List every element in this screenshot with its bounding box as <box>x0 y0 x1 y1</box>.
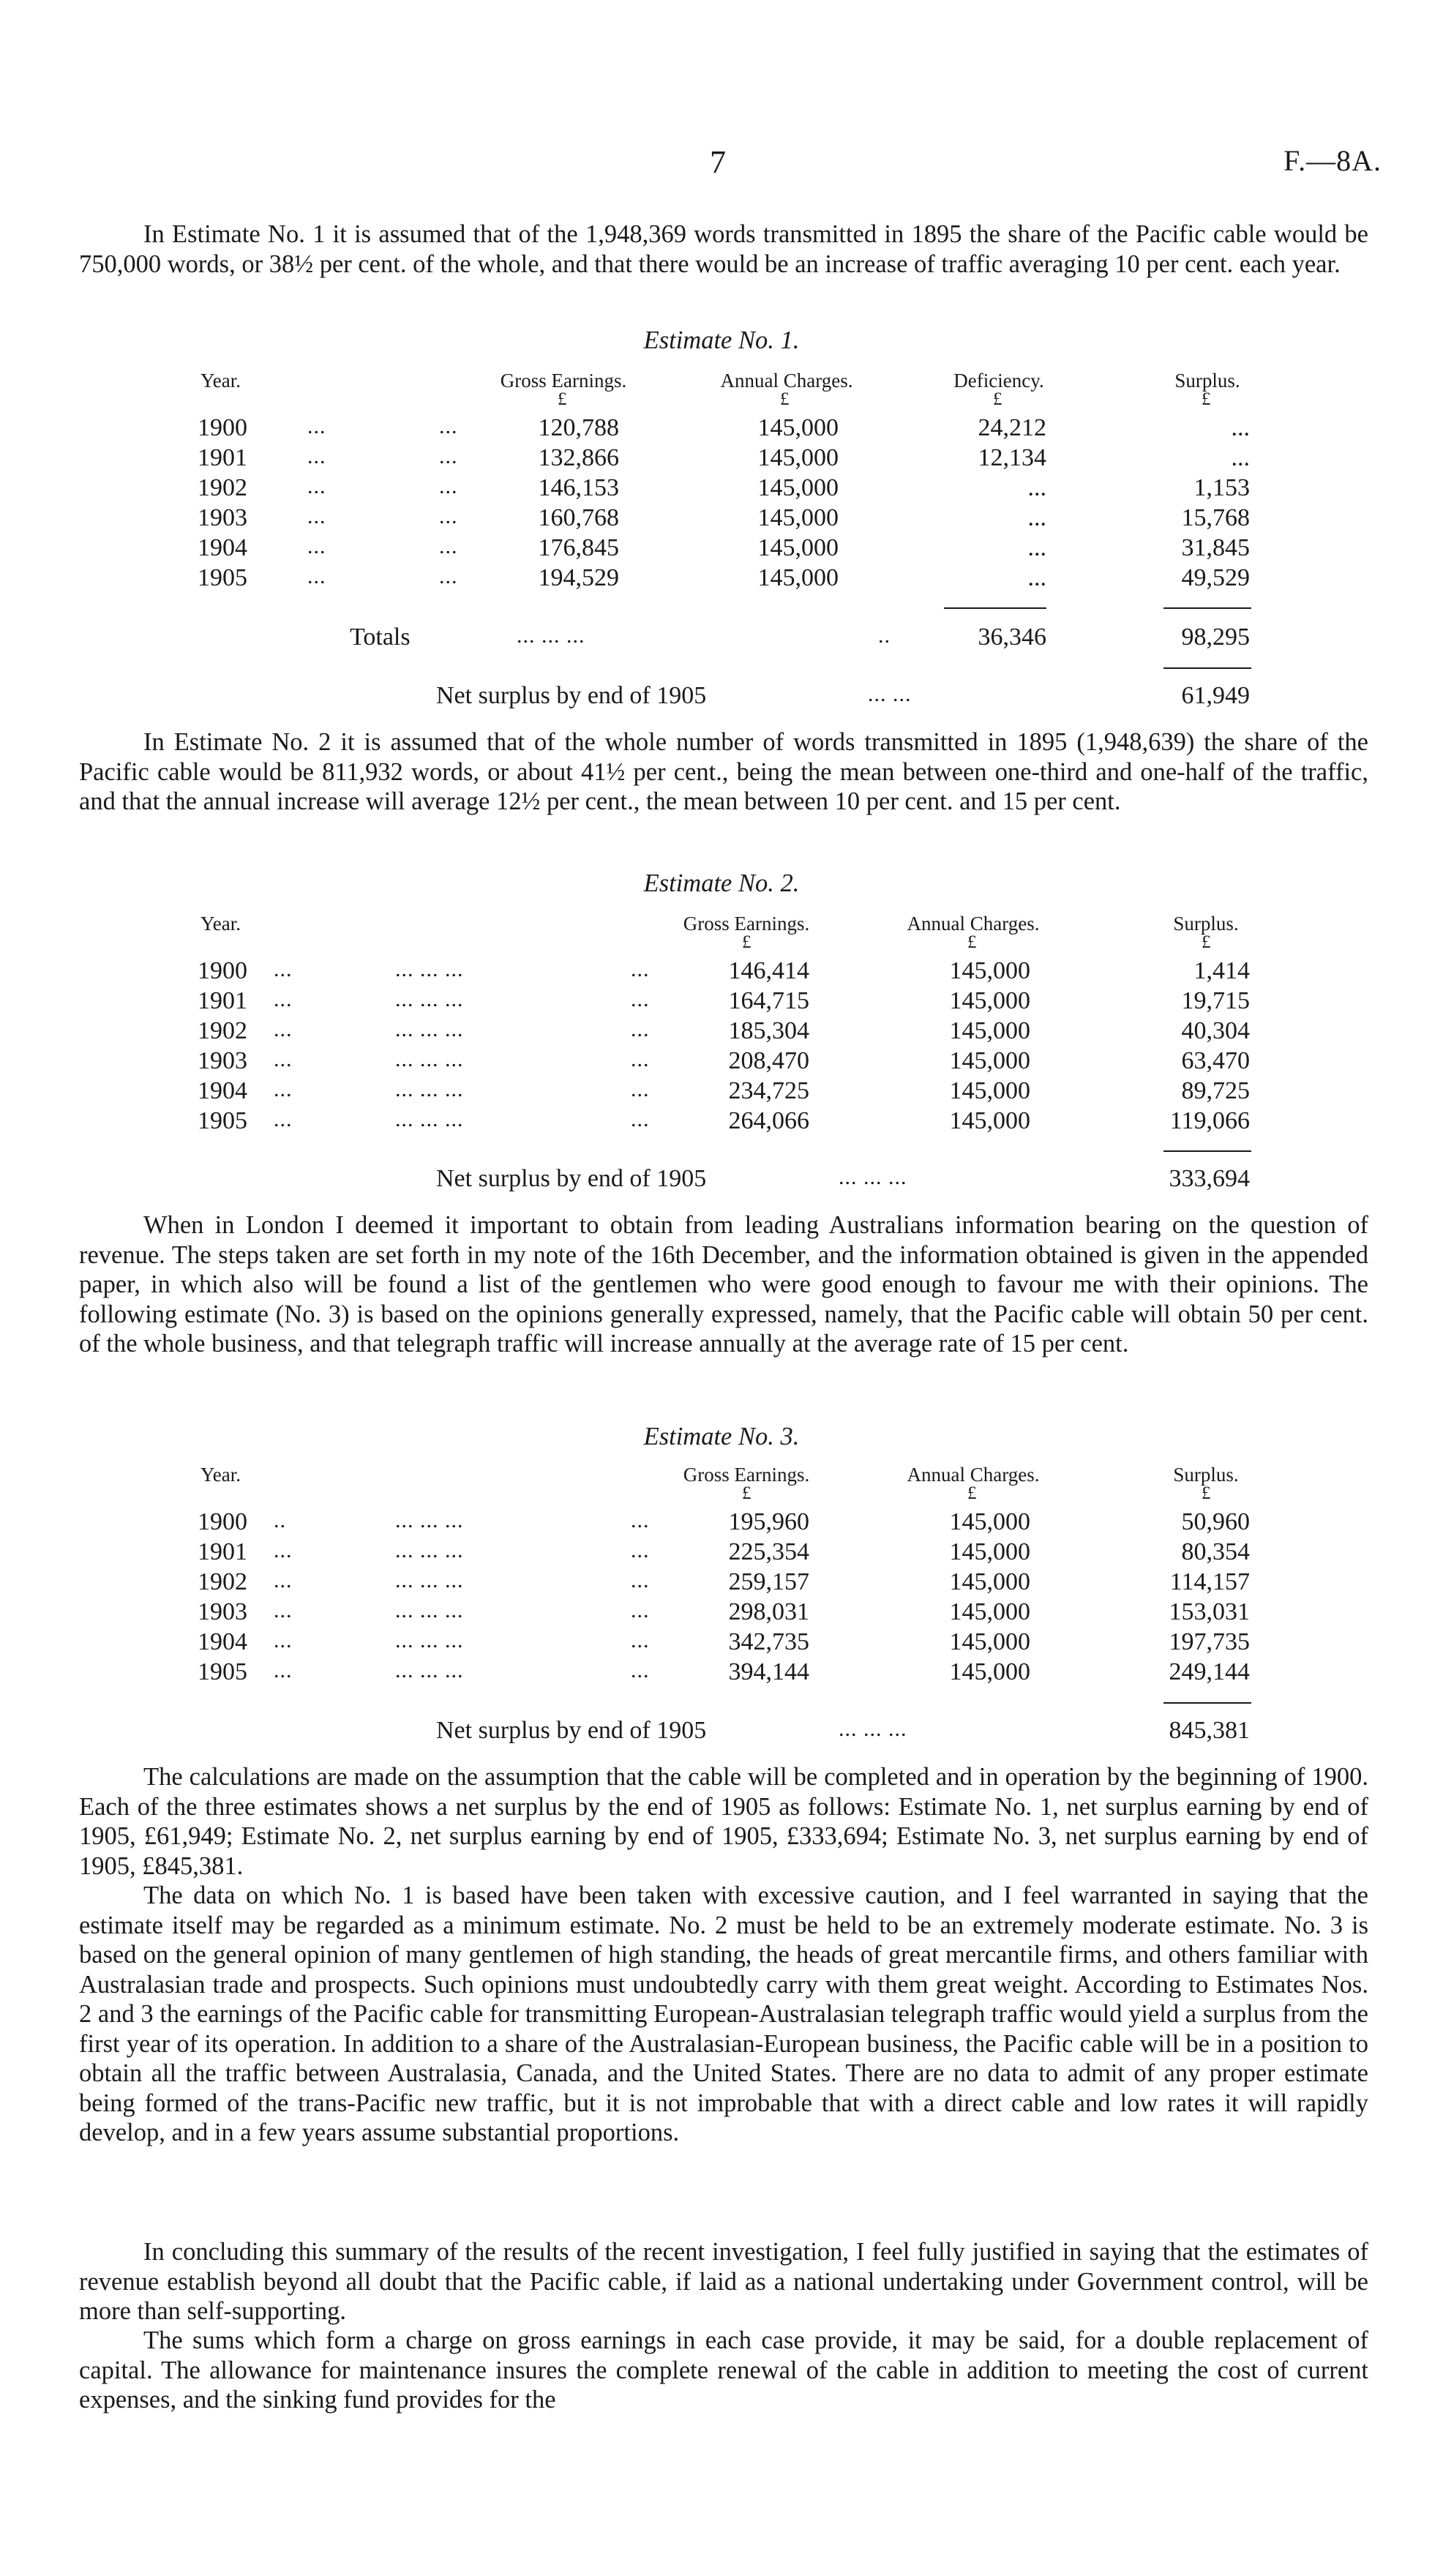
surplus-cell: 19,715 <box>1181 987 1250 1014</box>
surplus-cell: 249,144 <box>1169 1658 1250 1685</box>
estimate-1-title: Estimate No. 1. <box>643 326 800 354</box>
annual-cell: 145,000 <box>949 1598 1030 1625</box>
leader-dots: ... <box>274 1047 293 1071</box>
leader-dots: ... <box>307 564 326 588</box>
year-cell: 1901 <box>198 1538 247 1565</box>
leader-dots: ... <box>307 444 326 468</box>
year-cell: 1902 <box>198 1568 247 1595</box>
estimate-2-net-label: Net surplus by end of 1905 <box>436 1165 707 1192</box>
annual-cell: 145,000 <box>949 987 1030 1014</box>
paragraph-sums: The sums which form a charge on gross earnings in each case provide, it may be said, for a double replacement of capital. The allowance for maintenance insures the complete renewal of the cable in addition to meeting the cost of current expenses, and the sinking fund provides for the <box>79 2326 1368 2414</box>
estimate-2-header-annual: Annual Charges. <box>907 913 1040 935</box>
year-cell: 1904 <box>198 1077 247 1104</box>
gross-cell: 225,354 <box>728 1538 809 1565</box>
gross-cell: 132,866 <box>538 444 619 471</box>
annual-cell: 145,000 <box>949 1568 1030 1595</box>
estimate-2-header-surplus: Surplus. <box>1173 913 1239 935</box>
paragraph-data-basis: The data on which No. 1 is based have been taken with excessive caution, and I feel warranted in saying that the estimate itself may be regarded as a minimum estimate. No. 2 must be held to be an extremely moderate estimate. No. 3 is based on the general opinion of many gentlemen of high standing, the heads of great mercantile firms, and others familiar with Australasian trade and prospects. Such opinions must undoubtedly carry with them great weight. According to Estimates Nos. 2 and 3 the earnings of the Pacific cable for transmitting European-Australasian telegraph traffic would yield a surplus from the first year of its operation. In addition to a share of the Australasian-European business, the Pacific cable will be in a position to obtain all the traffic between Australasia, Canada, and the United States. There are no data to admit of any proper estimate being formed of the trans-Pacific new traffic, but it is not improbable that with a direct cable and low rates it will rapidly develop, and in a few years assume substantial proportions. <box>79 1882 1368 2146</box>
estimate-2-pound-surplus: £ <box>1202 932 1211 952</box>
leader-dots: ... <box>307 474 326 498</box>
gross-cell: 164,715 <box>728 987 809 1014</box>
gross-cell: 264,066 <box>728 1107 809 1134</box>
deficiency-cell: ... <box>1027 474 1046 501</box>
leader-dots: ... <box>631 987 650 1011</box>
leader-dots: ... <box>631 1568 650 1592</box>
leader-dots: ... <box>274 1538 293 1562</box>
surplus-cell: 50,960 <box>1181 1508 1250 1535</box>
leader-dots: ... <box>631 1107 650 1131</box>
year-cell: 1901 <box>198 987 247 1014</box>
leader-dots: ... <box>307 504 326 528</box>
estimate-2-net-value: 333,694 <box>1169 1165 1250 1192</box>
leader-dots: ... <box>439 444 458 468</box>
annual-cell: 145,000 <box>757 474 839 501</box>
estimate-2-header-gross: Gross Earnings. <box>683 913 810 935</box>
leader-dots: ... <box>631 1658 650 1682</box>
leader-dots: ... ... ... <box>395 1107 464 1131</box>
gross-cell: 342,735 <box>728 1628 809 1655</box>
leader-dots: ... <box>631 1077 650 1101</box>
document-reference: F.—8A. <box>1283 144 1382 177</box>
estimate-2-title: Estimate No. 2. <box>643 869 800 897</box>
gross-cell: 160,768 <box>538 504 619 531</box>
net-surplus-rule <box>1163 1702 1251 1704</box>
net-surplus-rule <box>1163 667 1251 669</box>
leader-dots: ... ... ... <box>395 1598 464 1622</box>
leader-dots: .. <box>274 1508 286 1532</box>
year-cell: 1903 <box>198 1598 247 1625</box>
annual-cell: 145,000 <box>949 1017 1030 1044</box>
surplus-cell: 89,725 <box>1181 1077 1250 1104</box>
surplus-cell: 197,735 <box>1169 1628 1250 1655</box>
surplus-cell: 15,768 <box>1181 504 1250 531</box>
year-cell: 1902 <box>198 1017 247 1044</box>
gross-cell: 146,153 <box>538 474 619 501</box>
year-cell: 1903 <box>198 1047 247 1074</box>
leader-dots: ... <box>631 1047 650 1071</box>
leader-dots: ... ... ... <box>395 987 464 1011</box>
leader-dots: ... ... ... <box>395 1538 464 1562</box>
leader-dots: ... ... <box>868 682 912 706</box>
surplus-cell: ... <box>1231 444 1250 471</box>
estimate-3-pound-surplus: £ <box>1202 1483 1211 1503</box>
leader-dots: ... <box>274 1628 293 1652</box>
annual-cell: 145,000 <box>949 1047 1030 1074</box>
estimate-3-net-value: 845,381 <box>1169 1717 1250 1744</box>
leader-dots: ... ... ... <box>395 1658 464 1682</box>
year-cell: 1903 <box>198 504 247 531</box>
deficiency-cell: 12,134 <box>978 444 1046 471</box>
estimate-1-pound-gross: £ <box>558 389 567 409</box>
surplus-cell: 31,845 <box>1181 534 1250 561</box>
gross-cell: 146,414 <box>728 957 809 984</box>
leader-dots: ... ... ... <box>395 1017 464 1041</box>
year-cell: 1900 <box>198 1508 247 1535</box>
deficiency-cell: ... <box>1027 564 1046 591</box>
leader-dots: ... <box>274 987 293 1011</box>
year-cell: 1902 <box>198 474 247 501</box>
leader-dots: ... ... ... <box>395 1508 464 1532</box>
estimate-2-header-year: Year. <box>200 913 241 935</box>
paragraph-intro-estimate-2: In Estimate No. 2 it is assumed that of the whole number of words transmitted in 1895 (1,948,639) the share of the Pacific cable would be 811,932 words, or about 41½ per cent., being the mean between one-third and one-half of the traffic, and that the annual increase will average 12½ per cent., the mean between 10 per cent. and 15 per cent. <box>79 728 1368 815</box>
annual-cell: 145,000 <box>757 414 839 441</box>
gross-cell: 394,144 <box>728 1658 809 1685</box>
surplus-cell: 114,157 <box>1169 1568 1250 1595</box>
paragraph-concluding: In concluding this summary of the results of the recent investigation, I feel fully justified in saying that the estimates of revenue establish beyond all doubt that the Pacific cable, if laid as a national undertaking under Government control, will be more than self-supporting. <box>79 2238 1368 2325</box>
paragraph-intro-estimate-3: When in London I deemed it important to obtain from leading Australians information bearing on the question of revenue. The steps taken are set forth in my note of the 16th December, and the information obtained is given in the appended paper, in which also will be found a list of the gentlemen who were good enough to favour me with their opinions. The following estimate (No. 3) is based on the opinions generally expressed, namely, that the Pacific cable will obtain 50 per cent. of the whole business, and that telegraph traffic will increase annually at the average rate of 15 per cent. <box>79 1211 1368 1358</box>
estimate-3-header-annual: Annual Charges. <box>907 1464 1040 1486</box>
deficiency-cell: ... <box>1027 534 1046 561</box>
estimate-3-pound-gross: £ <box>742 1483 752 1503</box>
leader-dots: ... <box>307 414 326 438</box>
gross-cell: 208,470 <box>728 1047 809 1074</box>
estimate-1-net-value: 61,949 <box>1181 682 1250 709</box>
leader-dots: ... <box>439 534 458 558</box>
surplus-total-rule <box>1163 607 1251 609</box>
leader-dots: ... <box>631 1538 650 1562</box>
annual-cell: 145,000 <box>949 1658 1030 1685</box>
leader-dots: ... <box>631 1628 650 1652</box>
estimate-1-header-year: Year. <box>200 370 241 392</box>
leader-dots: ... <box>274 1568 293 1592</box>
leader-dots: ... ... ... <box>839 1165 907 1189</box>
page-header <box>0 143 1443 187</box>
deficiency-total-rule <box>944 607 1046 609</box>
year-cell: 1905 <box>198 1107 247 1134</box>
annual-cell: 145,000 <box>757 504 839 531</box>
totals-deficiency: 36,346 <box>978 624 1046 651</box>
totals-label: Totals <box>350 624 411 651</box>
annual-cell: 145,000 <box>757 564 839 591</box>
gross-cell: 120,788 <box>538 414 619 441</box>
year-cell: 1905 <box>198 1658 247 1685</box>
totals-surplus: 98,295 <box>1181 624 1250 651</box>
surplus-cell: 63,470 <box>1181 1047 1250 1074</box>
gross-cell: 194,529 <box>538 564 619 591</box>
surplus-cell: 1,153 <box>1193 474 1250 501</box>
gross-cell: 176,845 <box>538 534 619 561</box>
leader-dots: ... <box>274 957 293 981</box>
estimate-3-pound-annual: £ <box>967 1483 977 1503</box>
leader-dots: ... <box>439 504 458 528</box>
estimate-3-header-surplus: Surplus. <box>1173 1464 1239 1486</box>
leader-dots: ... ... ... <box>395 1047 464 1071</box>
annual-cell: 145,000 <box>949 1077 1030 1104</box>
leader-dots: ... ... ... <box>839 1717 907 1741</box>
estimate-3-header-gross: Gross Earnings. <box>683 1464 810 1486</box>
leader-dots: ... ... ... <box>395 1628 464 1652</box>
leader-dots: ... <box>274 1107 293 1131</box>
leader-dots: ... <box>439 474 458 498</box>
paragraph-calculations: The calculations are made on the assumption that the cable will be completed and in operation by the beginning of 1900. Each of the three estimates shows a net surplus by the end of 1905 as follows: Estimate No. 1, net surplus earning by end of 1905, £61,949; Estimate No. 2, net surplus earning by end of 1905, £333,694; Estimate No. 3, net surplus earning by end of 1905, £845,381. <box>79 1763 1368 1880</box>
page-number: 7 <box>710 144 726 180</box>
surplus-cell: 40,304 <box>1181 1017 1250 1044</box>
leader-dots: ... <box>274 1077 293 1101</box>
estimate-1-header-annual: Annual Charges. <box>720 370 853 392</box>
deficiency-cell: 24,212 <box>978 414 1046 441</box>
annual-cell: 145,000 <box>949 1628 1030 1655</box>
surplus-cell: 49,529 <box>1181 564 1250 591</box>
leader-dots: ... <box>631 957 650 981</box>
gross-cell: 234,725 <box>728 1077 809 1104</box>
annual-cell: 145,000 <box>949 1508 1030 1535</box>
annual-cell: 145,000 <box>949 1107 1030 1134</box>
deficiency-cell: ... <box>1027 504 1046 531</box>
leader-dots: ... <box>631 1017 650 1041</box>
annual-cell: 145,000 <box>949 957 1030 984</box>
estimate-1-pound-annual: £ <box>780 389 790 409</box>
gross-cell: 259,157 <box>728 1568 809 1595</box>
leader-dots: ... ... ... <box>395 1568 464 1592</box>
gross-cell: 298,031 <box>728 1598 809 1625</box>
leader-dots: ... <box>631 1598 650 1622</box>
estimate-3-title: Estimate No. 3. <box>643 1423 800 1450</box>
year-cell: 1904 <box>198 1628 247 1655</box>
estimate-3-net-label: Net surplus by end of 1905 <box>436 1717 707 1744</box>
leader-dots: ... <box>307 534 326 558</box>
estimate-1-pound-surplus: £ <box>1202 389 1211 409</box>
leader-dots: ... <box>439 414 458 438</box>
year-cell: 1904 <box>198 534 247 561</box>
leader-dots: ... ... ... <box>395 957 464 981</box>
annual-cell: 145,000 <box>757 534 839 561</box>
leader-dots: ... <box>274 1017 293 1041</box>
estimate-1-net-label: Net surplus by end of 1905 <box>436 682 707 709</box>
paragraph-intro-estimate-1: In Estimate No. 1 it is assumed that of the 1,948,369 words transmitted in 1895 the share of the Pacific cable would be 750,000 words, or 38½ per cent. of the whole, and that there would be an increase of traffic averaging 10 per cent. each year. <box>79 220 1368 278</box>
leader-dots: ... ... ... <box>395 1077 464 1101</box>
leader-dots: ... <box>274 1598 293 1622</box>
annual-cell: 145,000 <box>949 1538 1030 1565</box>
year-cell: 1905 <box>198 564 247 591</box>
estimate-1-header-surplus: Surplus. <box>1174 370 1240 392</box>
leader-dots: ... <box>439 564 458 588</box>
estimate-3-header-year: Year. <box>200 1464 241 1486</box>
gross-cell: 185,304 <box>728 1017 809 1044</box>
estimate-1-header-gross: Gross Earnings. <box>500 370 627 392</box>
surplus-cell: 1,414 <box>1193 957 1250 984</box>
leader-dots: ... ... ... <box>517 624 585 648</box>
estimate-2-pound-annual: £ <box>967 932 977 952</box>
annual-cell: 145,000 <box>757 444 839 471</box>
surplus-cell: 119,066 <box>1169 1107 1250 1134</box>
year-cell: 1900 <box>198 414 247 441</box>
year-cell: 1900 <box>198 957 247 984</box>
leader-dots: ... <box>631 1508 650 1532</box>
leader-dots: ... <box>274 1658 293 1682</box>
surplus-cell: 153,031 <box>1169 1598 1250 1625</box>
leader-dots: .. <box>878 624 891 648</box>
gross-cell: 195,960 <box>728 1508 809 1535</box>
year-cell: 1901 <box>198 444 247 471</box>
surplus-cell: 80,354 <box>1181 1538 1250 1565</box>
estimate-1-header-deficiency: Deficiency. <box>953 370 1044 392</box>
net-surplus-rule <box>1163 1150 1251 1152</box>
surplus-cell: ... <box>1231 414 1250 441</box>
estimate-2-pound-gross: £ <box>742 932 752 952</box>
estimate-1-pound-deficiency: £ <box>993 389 1002 409</box>
